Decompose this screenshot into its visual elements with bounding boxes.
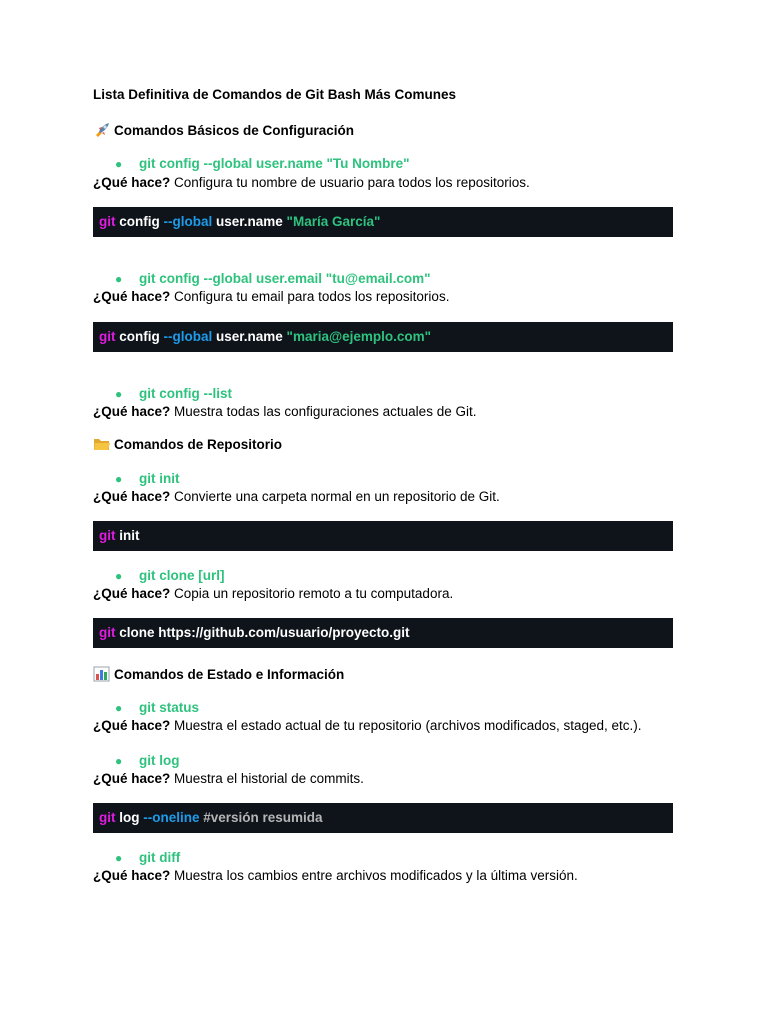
code-text: config [115,214,164,229]
code-block [93,207,673,237]
bullet-dot-icon: ● [115,472,123,486]
desc-text: Muestra los cambios entre archivos modificados y la última versión. [174,868,578,883]
bullet-dot-icon: ● [115,272,123,286]
command-name: git init [139,471,180,486]
command-description [93,771,364,786]
command-bullet [93,471,180,486]
code-text: user.name [212,329,287,344]
desc-label: ¿Qué hace? [93,718,171,733]
rocket-icon [93,122,111,138]
code-text: config [115,329,164,344]
command-description [93,586,453,601]
code-keyword: git [99,528,116,543]
bullet-dot-icon: ● [115,569,123,583]
section-heading-repository [93,436,282,452]
command-name: git config --global user.name "Tu Nombre" [139,156,410,171]
code-string: "María García" [286,214,381,229]
code-string: "maria@ejemplo.com" [286,329,432,344]
code-comment: #versión resumida [199,810,323,825]
command-bullet [93,386,232,401]
command-name: git log [139,753,180,768]
desc-label: ¿Qué hace? [93,289,171,304]
code-flag: --oneline [143,810,200,825]
command-bullet [93,700,199,715]
command-bullet [93,271,431,286]
desc-text: Muestra el historial de commits. [174,771,364,786]
command-name: git clone [url] [139,568,225,583]
code-text: log [115,810,144,825]
desc-label: ¿Qué hace? [93,771,171,786]
command-description [93,175,530,190]
document-title: Lista Definitiva de Comandos de Git Bash Más Comunes [93,87,457,102]
desc-text: Configura tu nombre de usuario para todos los repositorios. [174,175,530,190]
desc-text: Copia un repositorio remoto a tu computadora. [174,586,454,601]
section-heading-config [93,122,354,138]
command-description [93,404,476,419]
code-block [93,322,673,352]
desc-label: ¿Qué hace? [93,489,171,504]
bullet-dot-icon: ● [115,851,123,865]
desc-text: Configura tu email para todos los repositorios. [174,289,450,304]
code-flag: --global [163,214,213,229]
code-text: clone https://github.com/usuario/proyecto.git [115,625,410,640]
command-bullet [93,850,180,865]
desc-text: Muestra todas las configuraciones actuales de Git. [174,404,477,419]
code-block [93,618,673,648]
section-heading-status [93,666,344,682]
command-description [93,289,449,304]
code-text: init [115,528,140,543]
command-bullet [93,568,225,583]
code-keyword: git [99,625,116,640]
command-name: git config --global user.email "tu@email.com" [139,271,431,286]
code-block [93,803,673,833]
desc-label: ¿Qué hace? [93,586,171,601]
bar-chart-icon [93,666,111,682]
folder-icon [93,436,111,452]
command-name: git status [139,700,200,715]
code-block [93,521,673,551]
desc-text: Convierte una carpeta normal en un repositorio de Git. [174,489,500,504]
code-keyword: git [99,810,116,825]
command-name: git diff [139,850,181,865]
command-bullet [93,753,180,768]
bullet-dot-icon: ● [115,701,123,715]
desc-label: ¿Qué hace? [93,175,171,190]
code-keyword: git [99,214,116,229]
bullet-dot-icon: ● [115,387,123,401]
command-name: git config --list [139,386,232,401]
command-bullet [93,156,410,171]
desc-text: Muestra el estado actual de tu repositorio (archivos modificados, staged, etc.). [174,718,642,733]
section-title: Comandos de Estado e Información [114,666,345,682]
bullet-dot-icon: ● [115,754,123,768]
command-description [93,489,500,504]
code-text: user.name [212,214,287,229]
command-description [93,718,642,733]
command-description [93,868,578,883]
desc-label: ¿Qué hace? [93,404,171,419]
bullet-dot-icon: ● [115,157,123,171]
section-title: Comandos de Repositorio [114,436,283,452]
code-flag: --global [163,329,213,344]
code-keyword: git [99,329,116,344]
section-title: Comandos Básicos de Configuración [114,122,355,138]
desc-label: ¿Qué hace? [93,868,171,883]
